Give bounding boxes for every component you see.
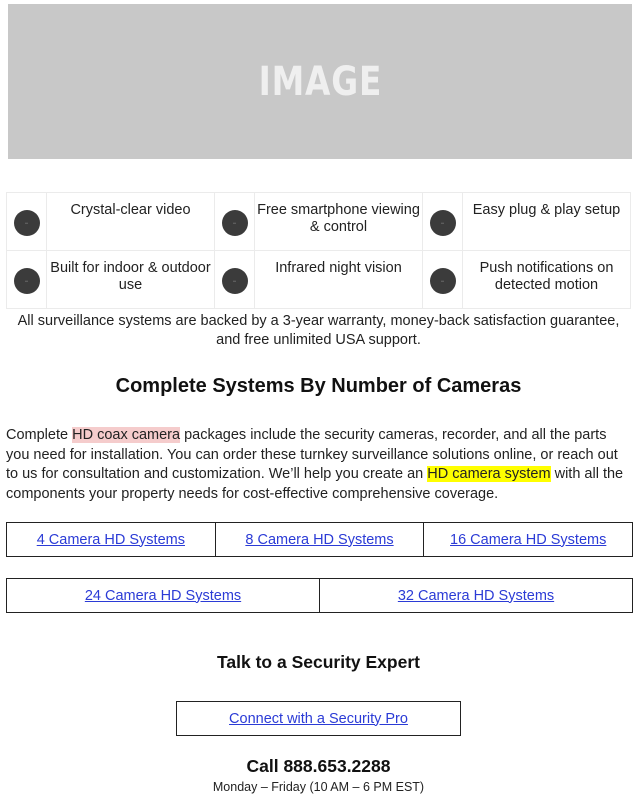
link-4-camera-systems[interactable]: 4 Camera HD Systems — [7, 523, 216, 556]
hd-coax-camera-link[interactable]: HD coax camera — [72, 427, 181, 443]
feature-text: Built for indoor & outdoor use — [47, 251, 215, 309]
business-hours: Monday – Friday (10 AM – 6 PM EST) — [212, 780, 425, 794]
hero-image-placeholder — [8, 4, 632, 159]
call-phone-text: Call 888.653.2288 — [246, 756, 391, 776]
feature-text: Crystal-clear video — [47, 193, 215, 251]
feature-icon-cell — [215, 251, 255, 309]
feature-badge-icon: ••• — [14, 268, 40, 294]
feature-icon-cell — [423, 251, 463, 309]
link-16-camera-systems[interactable]: 16 Camera HD Systems — [450, 531, 607, 548]
features-table — [6, 192, 631, 309]
features-row — [7, 251, 631, 309]
link-32-camera-systems[interactable]: 32 Camera HD Systems — [397, 587, 555, 604]
connect-button[interactable] — [176, 701, 461, 736]
feature-text: Easy plug & play setup — [463, 193, 631, 251]
system-links-row — [6, 578, 633, 613]
intro-paragraph — [6, 426, 632, 504]
warranty-text: All surveillance systems are backed by a 3-year warranty, money-back satisfaction guarantee, and free unlimited USA support. — [17, 313, 620, 348]
connect-button-label[interactable]: Connect with a Security Pro — [229, 710, 408, 727]
link-8-camera-systems[interactable]: 8 Camera HD Systems — [216, 523, 425, 556]
feature-badge-icon: ••• — [430, 268, 456, 294]
feature-badge-icon: ••• — [222, 210, 248, 236]
feature-icon-cell — [423, 193, 463, 251]
feature-badge-icon: ••• — [222, 268, 248, 294]
intro-text: Complete — [6, 427, 73, 443]
feature-icon-cell — [7, 251, 47, 309]
feature-icon-cell — [215, 193, 255, 251]
system-links-row — [6, 522, 633, 557]
feature-text: Free smartphone viewing & control — [255, 193, 423, 251]
feature-icon-cell — [7, 193, 47, 251]
section-heading: Complete Systems By Number of Cameras — [115, 375, 522, 397]
contact-heading: Talk to a Security Expert — [217, 652, 420, 672]
hero-placeholder-label: IMAGE — [258, 58, 382, 105]
intro-text: with all the components your property needs for cost-effective comprehensive coverage. — [6, 466, 624, 502]
link-24-camera-systems[interactable]: 24 Camera HD Systems — [7, 579, 320, 612]
feature-badge-icon: ••• — [14, 210, 40, 236]
feature-text: Infrared night vision — [255, 251, 423, 309]
features-row — [7, 193, 631, 251]
feature-text: Push notifications on detected motion — [463, 251, 631, 309]
feature-badge-icon: ••• — [430, 210, 456, 236]
hd-camera-system-link[interactable]: HD camera system — [427, 466, 551, 482]
intro-text: packages include the security cameras, recorder, and all the parts you need for installation. You can order these turnkey surveillance solutions online, or reach out to us for consultation and customization. We’ll help you create an — [6, 427, 618, 482]
